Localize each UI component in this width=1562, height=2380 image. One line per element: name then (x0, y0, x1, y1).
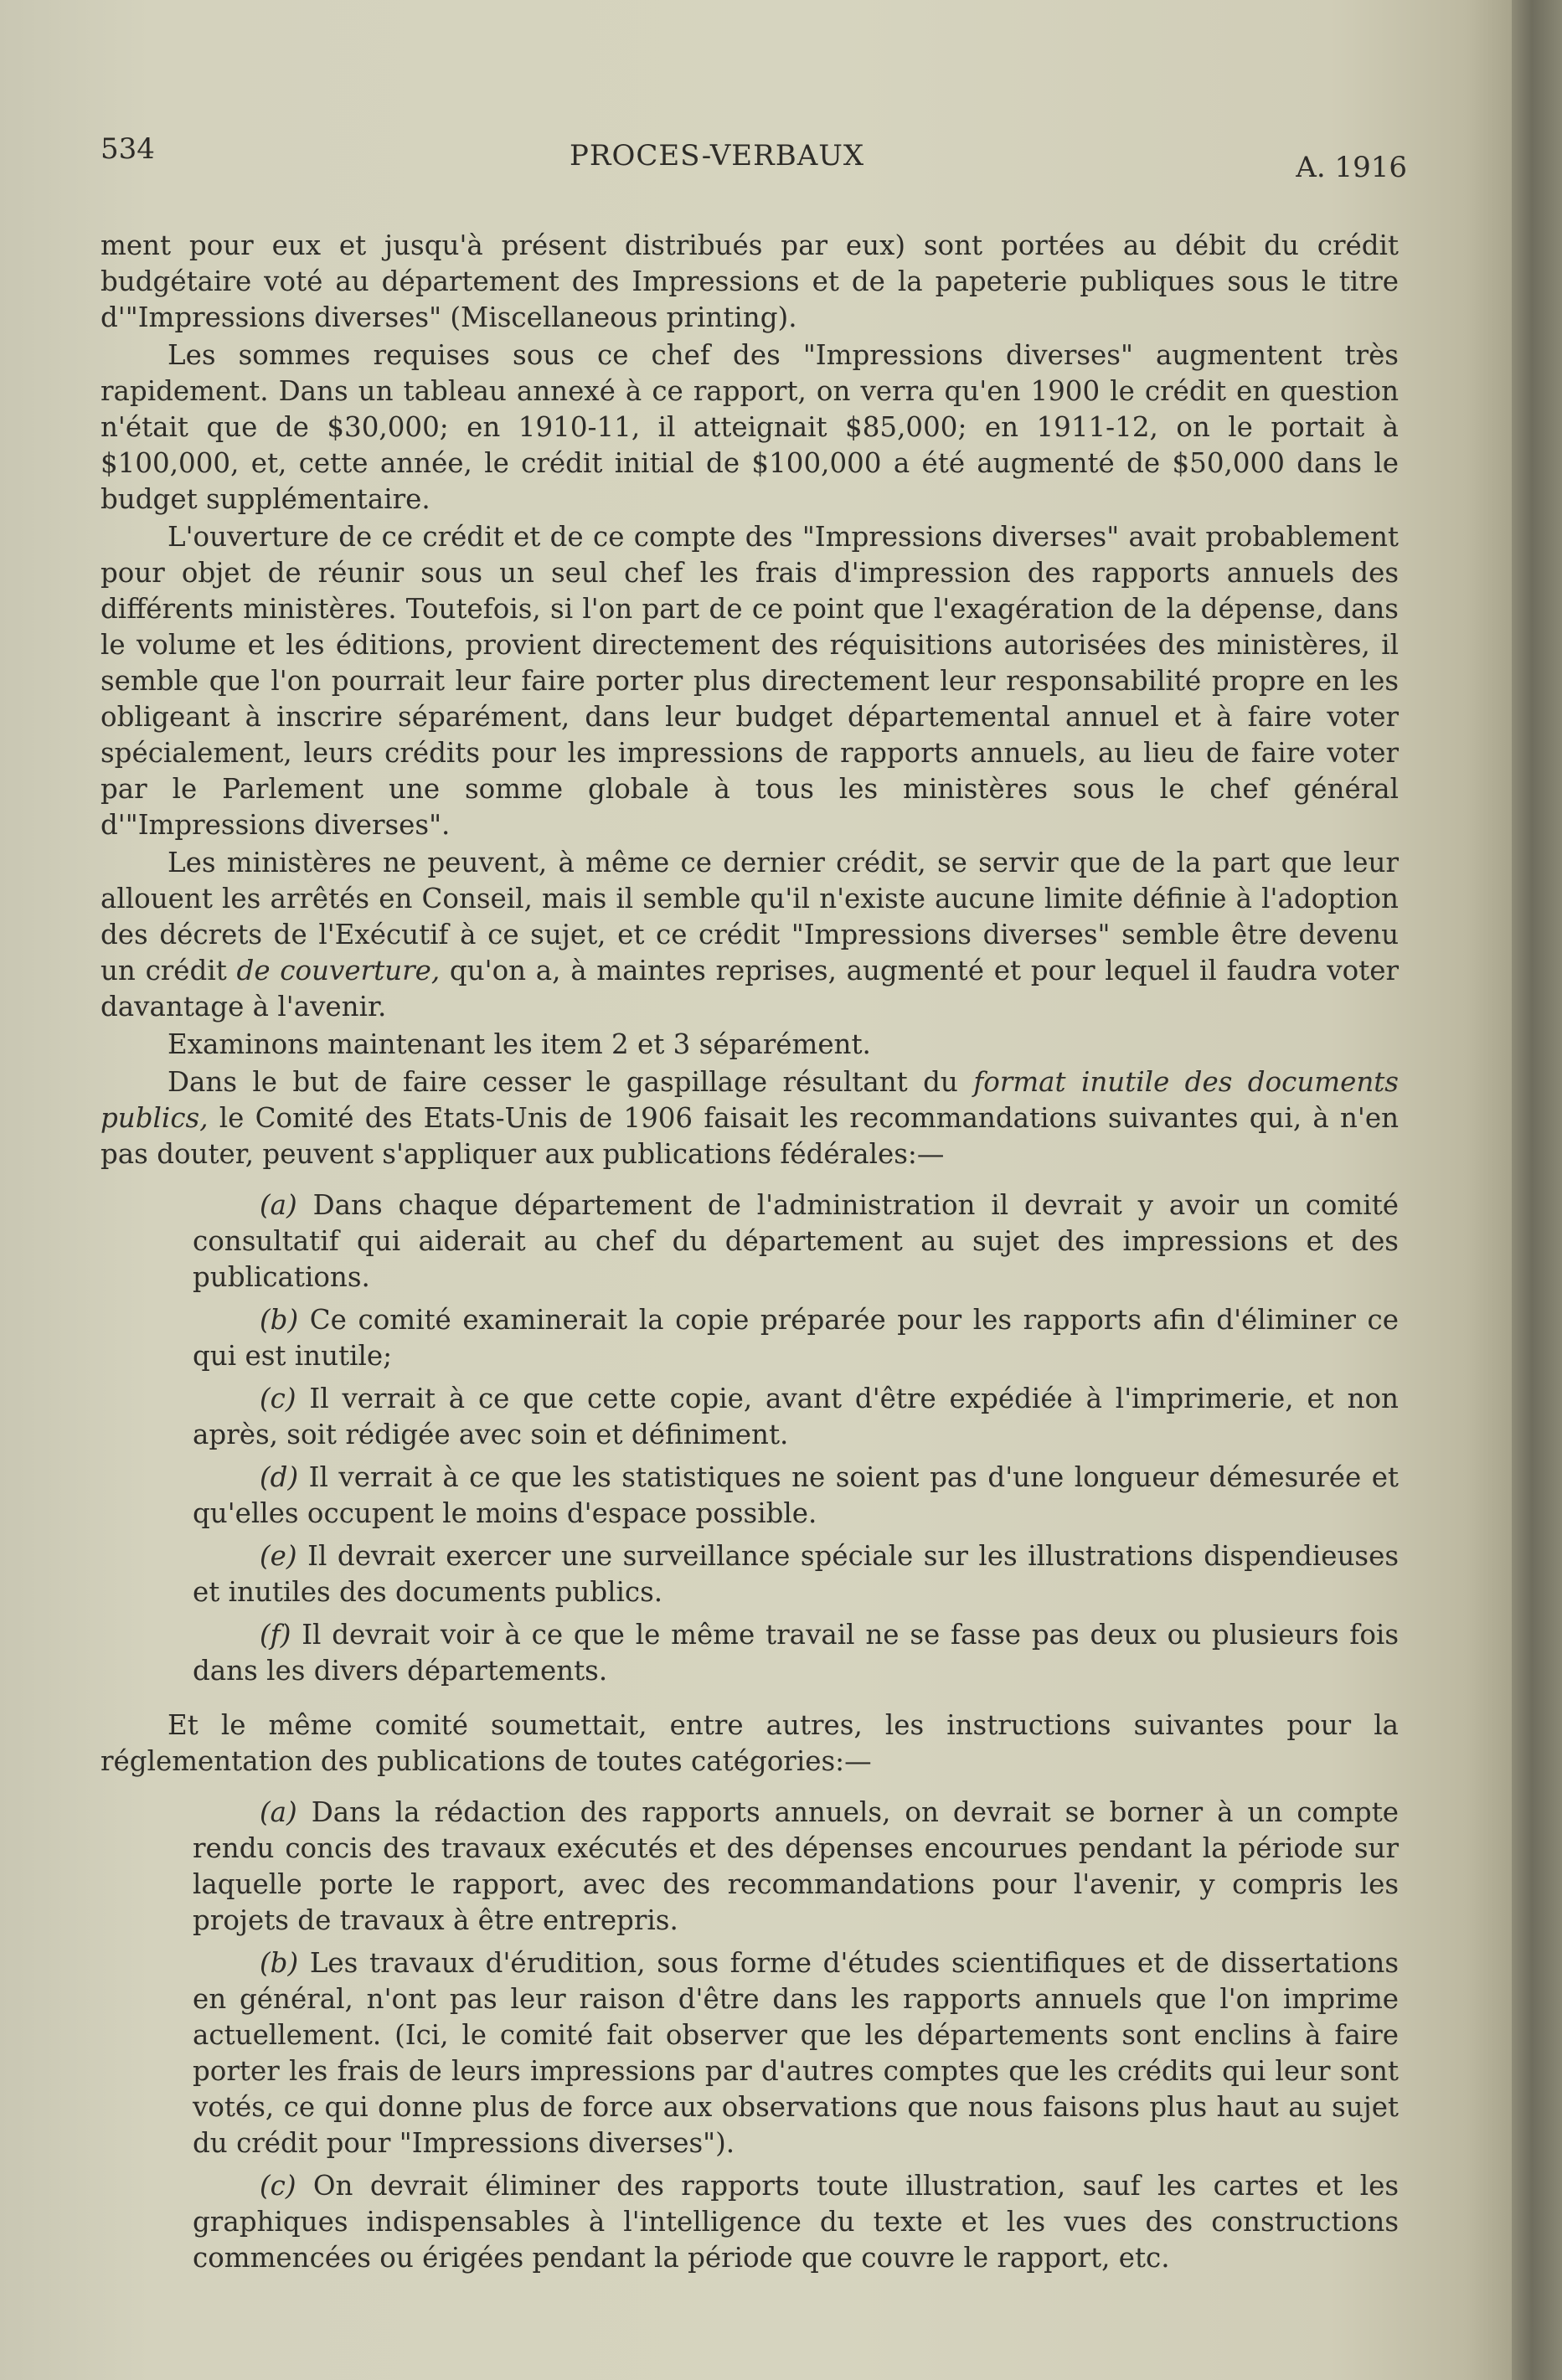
item-label: (b) (260, 1947, 299, 1979)
item-label: (b) (260, 1304, 299, 1336)
session-year: A. 1916 (1296, 151, 1407, 184)
text-run: Dans le but de faire cesser le gaspillage résultant du (168, 1066, 974, 1098)
item-label: (e) (260, 1540, 297, 1572)
emphasis: de couverture, (236, 955, 441, 987)
page-header (101, 126, 1407, 184)
list-item (101, 1187, 1399, 1296)
item-text: Ce comité examinerait la copie préparée pour les rapports afin d'éliminer ce qui est inutile; (193, 1304, 1399, 1372)
item-label: (c) (260, 2170, 296, 2202)
paragraph (101, 1064, 1399, 1172)
list-item (101, 1617, 1399, 1689)
item-label: (a) (260, 1189, 297, 1221)
text-run: Les ministères ne peuvent, à même ce dernier crédit, se servir que de la part que leur allouent les arrêtés en Conseil, mais il semble qu'il n'existe aucune limite définie à l'adoption des décrets de l'Exécutif à ce sujet, et ce crédit "Impressions diverses" semble être devenu un crédit (101, 847, 1399, 987)
list-item (101, 1945, 1399, 2161)
item-text: On devrait éliminer des rapports toute illustration, sauf les cartes et les graphiques indispensables à l'intelligence du texte et les vues des constructions commencées ou érigées pendant la période que couvre le rapport, etc. (193, 2170, 1399, 2274)
list-item (101, 1795, 1399, 1939)
page-number: 534 (101, 132, 155, 166)
emphasis: format inutile des documents publics, (101, 1066, 1399, 1134)
paragraph: Les sommes requises sous ce chef des "Impressions diverses" augmentent très rapidement. Dans un tableau annexé à ce rapport, on verra qu'en 1900 le crédit en question n'était que de $30,000; en 1910-11, il atteignait $85,000; en 1911-12, on le portait à $100,000, et, cette année, le crédit initial de $100,000 a été augmenté de $50,000 dans le budget supplémentaire. (101, 339, 1399, 515)
item-text: Il devrait exercer une surveillance spéciale sur les illustrations dispendieuses et inutiles des documents publics. (193, 1540, 1399, 1608)
item-text: Il devrait voir à ce que le même travail ne se fasse pas deux ou plusieurs fois dans les divers départements. (193, 1619, 1399, 1687)
paragraph: Examinons maintenant les item 2 et 3 séparément. (168, 1028, 871, 1060)
item-text: Dans chaque département de l'administration il devrait y avoir un comité consultatif qui aiderait au chef du département au sujet des impressions et des publications. (193, 1189, 1399, 1293)
item-text: Les travaux d'érudition, sous forme d'études scientifiques et de dissertations en général, n'ont pas leur raison d'être dans les rapports annuels que l'on imprime actuellement. (Ici, le comité fait observer que les départements sont enclins à faire porter les frais de leurs impressions par d'autres comptes que les crédits qui leur sont votés, ce qui donne plus de force aux observations que nous faisons plus haut au sujet du crédit pour "Impressions diverses"). (193, 1947, 1399, 2159)
running-title: PROCES-VERBAUX (570, 139, 865, 173)
list-item (101, 1460, 1399, 1532)
recommendations-list (101, 1187, 1399, 1689)
item-text: Dans la rédaction des rapports annuels, on devrait se borner à un compte rendu concis des travaux exécutés et des dépenses encourues pendant la période sur laquelle porte le rapport, avec des recommandations pour l'avenir, y compris les projets de travaux à être entrepris. (193, 1796, 1399, 1936)
list-item (101, 1381, 1399, 1453)
item-label: (c) (260, 1383, 296, 1414)
paragraph: L'ouverture de ce crédit et de ce compte des "Impressions diverses" avait probablement pour objet de réunir sous un seul chef les frais d'impression des rapports annuels des différents ministères. Toutefois, si l'on part de ce point que l'exagération de la dépense, dans le volume et les éditions, provient directement des réquisitions autorisées des ministères, il semble que l'on pourrait leur faire porter plus directement leur responsabilité propre en les obligeant à inscrire séparément, dans leur budget départemental annuel et à faire voter spécialement, leurs crédits pour les impressions de rapports annuels, au lieu de faire voter par le Parlement une somme globale à tous les ministères sous le chef général d'"Impressions diverses". (101, 521, 1399, 841)
paragraph: Et le même comité soumettait, entre autres, les instructions suivantes pour la réglementation des publications de toutes catégories:— (101, 1709, 1399, 1777)
item-label: (a) (260, 1796, 297, 1828)
item-label: (f) (260, 1619, 291, 1651)
text-run: qu'on a, à maintes reprises, augmenté et pour lequel il faudra voter davantage à l'avenir. (101, 955, 1399, 1023)
instructions-list (101, 1795, 1399, 2276)
paragraph: ment pour eux et jusqu'à présent distribués par eux) sont portées au débit du crédit budgétaire voté au département des Impressions et de la papeterie publiques sous le titre d'"Impressions diverses" (Miscellaneous printing). (101, 229, 1399, 333)
item-text: Il verrait à ce que les statistiques ne soient pas d'une longueur démesurée et qu'elles occupent le moins d'espace possible. (193, 1461, 1399, 1529)
item-label: (d) (260, 1461, 299, 1493)
body-text (101, 228, 1399, 2295)
paragraph (101, 845, 1399, 1025)
book-spine-edge (1512, 0, 1562, 2380)
list-item (101, 1538, 1399, 1610)
item-text: Il verrait à ce que cette copie, avant d'être expédiée à l'imprimerie, et non après, soit rédigée avec soin et définiment. (193, 1383, 1399, 1450)
list-item (101, 1302, 1399, 1374)
text-run: le Comité des Etats-Unis de 1906 faisait les recommandations suivantes qui, à n'en pas douter, peuvent s'appliquer aux publications fédérales:— (101, 1102, 1399, 1170)
list-item (101, 2168, 1399, 2276)
